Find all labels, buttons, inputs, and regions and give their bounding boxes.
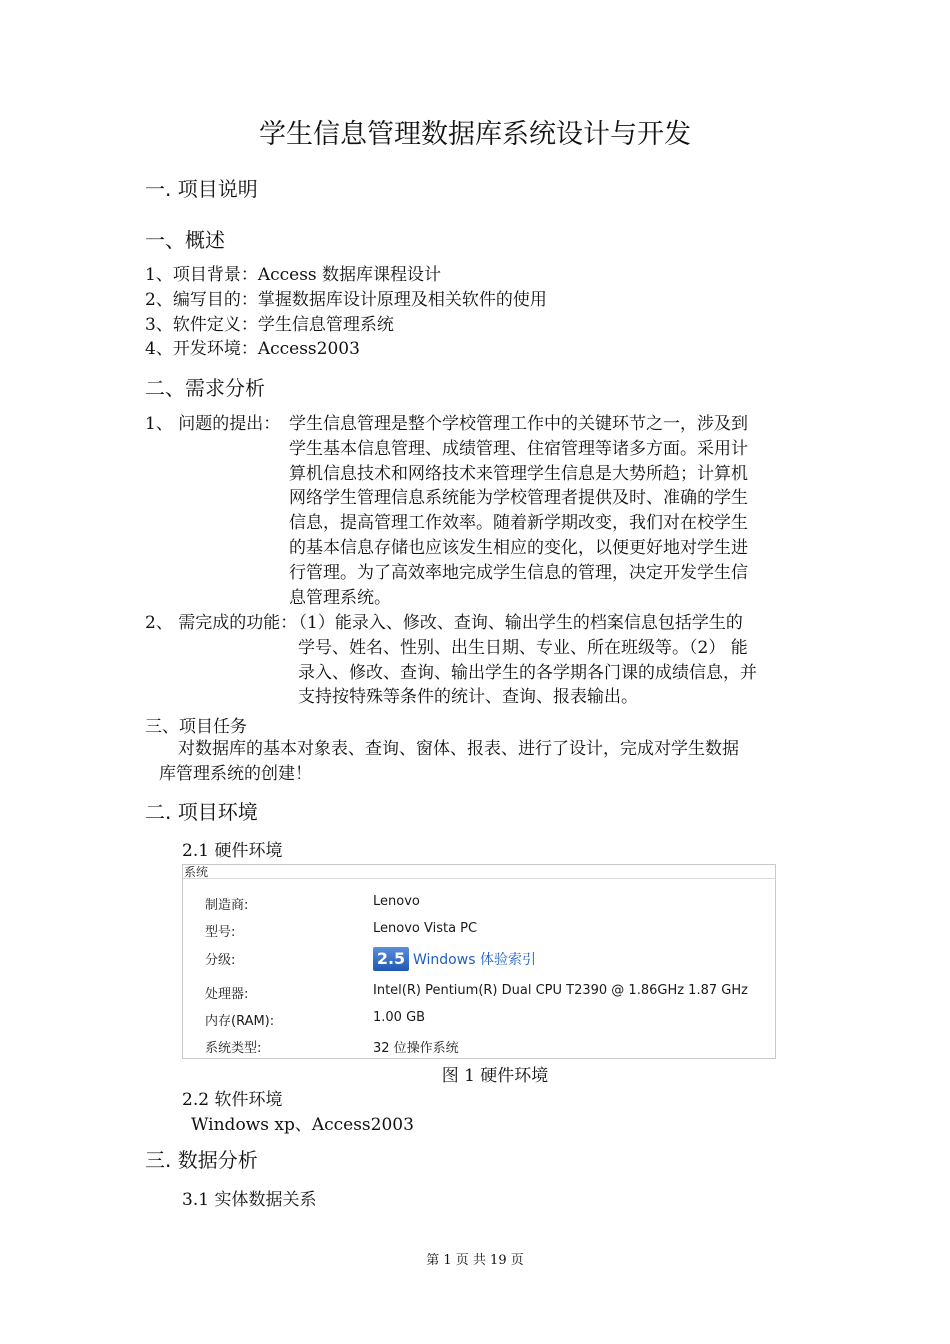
req1-text: [289, 412, 748, 610]
row-key: 内存(RAM):: [205, 1014, 275, 1029]
req2-text: [290, 611, 757, 710]
system-info-title: 系统: [184, 865, 209, 879]
req2-label: 2、 需完成的功能：: [145, 613, 298, 633]
text-line: 网络学生管理信息系统能为学校管理者提供及时、准确的学生: [289, 488, 748, 509]
section-heading-data-analysis: 三. 数据分析: [145, 1148, 258, 1172]
overview-heading: 一、概述: [145, 228, 225, 252]
document-title: 学生信息管理数据库系统设计与开发: [259, 119, 691, 150]
overview-item: 2、编写目的：掌握数据库设计原理及相关软件的使用: [145, 289, 547, 310]
task-heading: 三、项目任务: [145, 717, 247, 737]
row-value: 32 位操作系统: [373, 1041, 459, 1056]
text-line: 算机信息技术和网络技术来管理学生信息是大势所趋；计算机: [289, 463, 748, 484]
row-value: Intel(R) Pentium(R) Dual CPU T2390 @ 1.86GHz 1.87 GHz: [373, 983, 748, 998]
experience-index-badge: 2.5: [373, 947, 409, 971]
text-line: 信息，提高管理工作效率。随着新学期改变，我们对在校学生: [289, 513, 748, 534]
row-key: 系统类型:: [205, 1041, 262, 1056]
row-key: 处理器:: [205, 987, 249, 1002]
sysinfo-row-processor: [183, 983, 775, 1003]
text-line: （1）能录入、修改、查询、输出学生的档案信息包括学生的: [290, 613, 743, 633]
text-line: 学生信息管理是整个学校管理工作中的关键环节之一，涉及到: [289, 414, 748, 434]
sysinfo-row-manufacturer: [183, 894, 775, 914]
divider: [183, 878, 775, 879]
page-footer: 第 1 页 共 19 页: [426, 1253, 524, 1268]
row-value: Lenovo Vista PC: [373, 921, 478, 936]
experience-index-link[interactable]: Windows 体验索引: [413, 952, 536, 968]
text-line: 学生基本信息管理、成绩管理、住宿管理等诸多方面。采用计: [289, 438, 748, 459]
section-heading-project-description: 一. 项目说明: [145, 177, 258, 201]
text-line: 录入、修改、查询、输出学生的各学期各门课的成绩信息，并: [298, 662, 757, 683]
overview-item: 3、软件定义：学生信息管理系统: [145, 314, 394, 335]
text-line: 的基本信息存储也应该发生相应的变化，以便更好地对学生进: [289, 537, 748, 558]
overview-item: 1、项目背景：Access 数据库课程设计: [145, 265, 442, 285]
req1-label: 1、 问题的提出：: [145, 414, 281, 434]
row-key: 分级:: [205, 953, 236, 968]
text-line: 库管理系统的创建！: [159, 763, 312, 784]
system-info-panel: [182, 864, 776, 1059]
task-text: [159, 737, 739, 787]
text-line: 学号、姓名、性别、出生日期、专业、所在班级等。（2） 能: [298, 637, 748, 658]
software-heading: 2.2 软件环境: [182, 1090, 283, 1110]
row-key: 型号:: [205, 925, 236, 940]
hardware-heading: 2.1 硬件环境: [182, 841, 283, 861]
sysinfo-row-system-type: [183, 1037, 775, 1057]
overview-item: 4、开发环境：Access2003: [145, 339, 360, 360]
entity-heading: 3.1 实体数据关系: [182, 1190, 317, 1210]
overview-list: [145, 263, 547, 362]
sysinfo-row-model: [183, 921, 775, 941]
sysinfo-row-memory: [183, 1010, 775, 1030]
section-heading-environment: 二. 项目环境: [145, 800, 258, 824]
row-key: 制造商:: [205, 898, 249, 913]
software-text: Windows xp、Access2003: [191, 1115, 414, 1135]
row-value: Lenovo: [373, 894, 420, 909]
sysinfo-row-rating: [183, 949, 775, 969]
text-line: 支持按特殊等条件的统计、查询、报表输出。: [298, 687, 638, 708]
row-value: 1.00 GB: [373, 1010, 426, 1025]
figure-caption: 图 1 硬件环境: [441, 1066, 549, 1086]
text-line: 行管理。为了高效率地完成学生信息的管理，决定开发学生信: [289, 562, 748, 583]
text-line: 息管理系统。: [289, 587, 391, 608]
requirements-heading: 二、需求分析: [145, 376, 265, 400]
text-line: 对数据库的基本对象表、查询、窗体、报表、进行了设计，完成对学生数据: [178, 739, 739, 759]
